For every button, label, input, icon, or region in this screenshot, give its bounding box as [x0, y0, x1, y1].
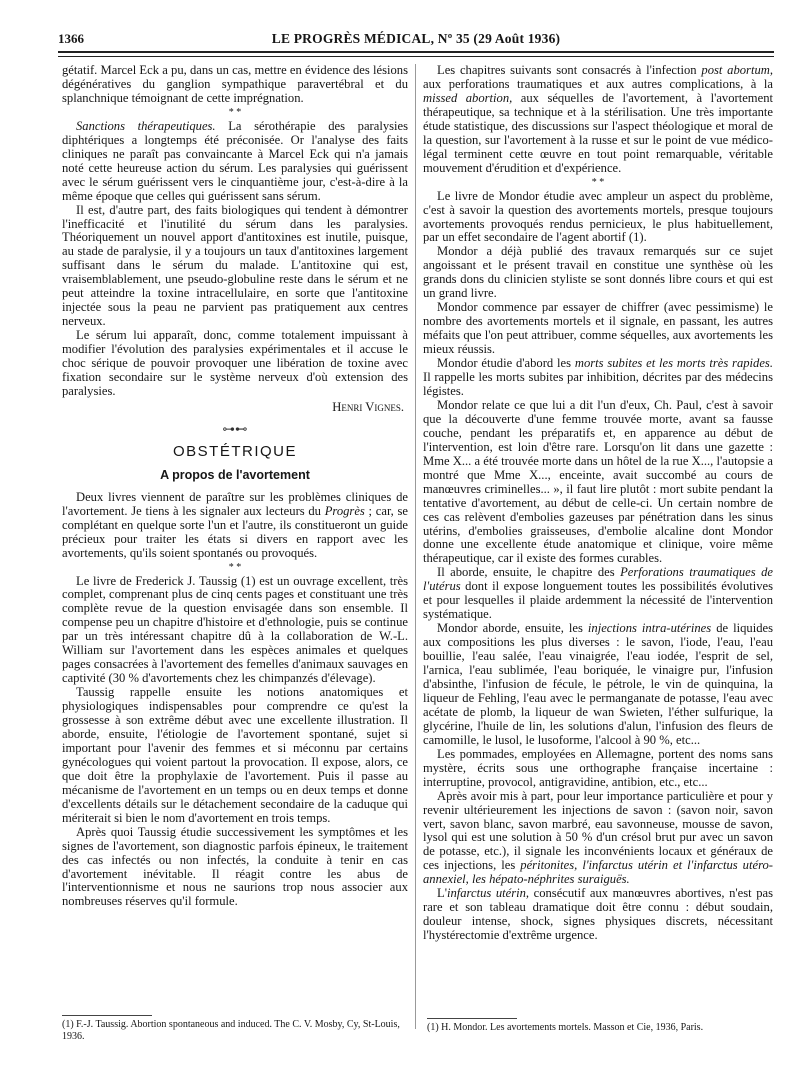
section-stars: * * [228, 106, 242, 118]
paragraph: Mondor a déjà publié des travaux remarqués sur ce sujet angoissant et le présent travail en constitue une synthèse où les grands dons du clinicien styliste se sont donnés libre cours et qui est un grand livre. [423, 244, 773, 301]
page-header [58, 31, 774, 49]
paragraph-text: aux perforations traumatiques et aux autres complications, à la [423, 76, 773, 91]
footnote-right: (1) H. Mondor. Les avortements mortels. Masson et Cie, 1936, Paris. [427, 1022, 704, 1033]
paragraph: Le livre de Mondor étudie avec ampleur un aspect du problème, c'est à savoir la question des avortements mortels, presque toujours avortements provoqués rendus pernicieux, le plus habituellement, par un effet secondaire de l'agent abortif (1). [423, 188, 773, 245]
paragraph: Taussig rappelle ensuite les notions anatomiques et physiologiques indispensables pour comprendre ce qu'est la grossesse à son extrême début avec une excellente illustration. Il aborde, ensuite, l'étiologie de l'avortement spontané, sujet si important pour l'avenir des femmes et si méconnu par certains gynécologues qui voient partout la provocation. Il expose, alors, ce que doit être la prophylaxie de l'avortement. Puis il passe au mécanisme de l'avortement en un temps ou en deux temps et donne d'excellents détails sur le détachement secondaire de la caduque qui mériterait si bien le nom d'avortement en trois temps. [62, 685, 408, 825]
paragraph [423, 64, 773, 176]
paragraph-text: consécutif aux manœuvres abortives, n'est pas rare et son tableau dramatique doit être connu : début soudain, douleur intense, shock, signes physiques discrets, nécessitant l'hystérectomie d'extrême urgence. [423, 886, 773, 943]
paragraph: Le livre de Frederick J. Taussig (1) est un ouvrage excellent, très complet, comprenant plus de cinq cents pages et constituant une très complète revue de la question envisagée dans son ensemble. Il compense peu un chapitre d'histoire et d'ethnologie, puis se continue par un très intéressant chapitre dû à la collaboration de W.-L. William sur l'avortement dans les espèces animales et quelques pages consacrées à l'avortement des femelles d'animaux sauvages en captivité (30 % d'avortements chez les chimpanzés d'élevage). [62, 573, 408, 686]
paragraph-text: La sérothérapie des paralysies diphtériques a longtemps été préconisée. Or l'analyse des faits cliniques ne paraît pas convaincante à Marcel Eck qui n'a jamais noté cette heureuse action du sérum. Les paralysies qui guérissent avec le sérum guérissent vers le cinquantième jour, c'est-à-dire à la même époque que celles qui guérissent sans sérum. [62, 118, 409, 203]
paragraph-text: Deux livres viennent de paraître sur les problèmes cliniques de l'avortement. Je tiens à les signaler aux lecteurs du [62, 489, 408, 518]
paragraph [62, 120, 408, 204]
paragraph [423, 622, 773, 748]
paragraph-text: L' [437, 886, 447, 901]
footnote-rule [427, 1018, 517, 1019]
emphasis: post abortum, [701, 63, 773, 77]
emphasis: missed abortion, [423, 90, 513, 105]
right-column [423, 64, 773, 943]
paragraph [423, 790, 773, 888]
column-divider [415, 64, 416, 1029]
header-rule-thin [58, 56, 774, 57]
footnote-left: (1) F.-J. Taussig. Abortion spontaneous and induced. The C. V. Mosby, Cy, St-Louis, 1936. [62, 1019, 400, 1042]
paragraph: Il est, d'autre part, des faits biologiques qui tendent à démontrer l'inefficacité et l'inutilité du sérum dans les paralysies. Théoriquement un nouvel apport d'antitoxines est inutile, puisque, au stade de paralysie, il y a toujours un taux d'antitoxines largement suffisant dans le sérum du malade. L'antitoxine qui est, vraisemblablement, une pseudo-globuline reste dans le sérum et ne peut atteindre la toxine intracellulaire, en sorte que l'antitoxine injectée sous la peau ne parvient pas pratiquement aux centres nerveux. [62, 202, 408, 329]
paragraph-text: dont il expose longuement toutes les possibilités évolutives et pour lesquelles il plaide ardemment la nécessité de l'intervention systématique. [423, 579, 773, 622]
journal-name: Progrès [324, 503, 365, 518]
paragraph-text: Mondor étudie d'abord les [437, 356, 575, 371]
paragraph-text: Les chapitres suivants sont consacrés à l'infection [437, 63, 702, 77]
section-stars: * * [228, 561, 242, 573]
paragraph: Après quoi Taussig étudie successivement les symptômes et les signes de l'avortement, son diagnostic parfois épineux, le traitement des cas infectés ou non infectés, la conduite à tenir en cas d'avortement inévitable. Il réagit contre les abus de l'interventionnisme et nous ne saurions trop nous associer aux nombreuses réserves qu'il formule. [62, 824, 408, 909]
paragraph [62, 491, 408, 561]
paragraph-text: aux séquelles de l'avortement, à l'avortement thérapeutique, sa technique et à la stérilisation. Une très importante étude statistique, des discussions sur l'aspect théologique et moral de la question, sur l'avortement à la russe et sur le point de vue médico-légal terminent cette œuvre en tout point remarquable, véritable mouvement d'érudition et d'expérience. [423, 90, 773, 175]
article-title: A propos de l'avortement [160, 467, 310, 482]
section-title: OBSTÉTRIQUE [172, 442, 297, 460]
page-number: 1366 [58, 31, 84, 46]
emphasis: infarctus utérin, [446, 886, 530, 901]
ornament: ⊶⊷ [222, 421, 248, 436]
paragraph: Mondor commence par essayer de chiffrer (avec pessimisme) le nombre des avortements mortels et il signale, en passant, les autres méfaits que l'on peut attribuer, comme séquelles, aux avortements les mieux réussis. [423, 300, 773, 357]
emphasis: injections intra-utérines [587, 621, 712, 636]
header-rule-thick [58, 51, 774, 53]
running-title: LE PROGRÈS MÉDICAL, Nº 35 (29 Août 1936) [271, 31, 561, 46]
paragraph-text: Il aborde, ensuite, le chapitre des [437, 565, 621, 580]
paragraph-text: ; car, se complétant en quelque sorte l'un et l'autre, ils constitueront un guide précieux pour traiter les états si divers en rapport avec les avortements, qu'ils soient spontanés ou provoqués. [62, 503, 408, 560]
author-signature: Henri Vignes. [332, 399, 404, 414]
subheading: Sanctions thérapeutiques. [76, 118, 216, 133]
emphasis: péritonites, l'infarctus utérin et l'infarctus utéro-annexiel, les hépato-néphrites suraiguës. [423, 858, 773, 887]
paragraph: gétatif. Marcel Eck a pu, dans un cas, mettre en évidence des lésions dégénératives du ganglion sympathique paravertébral et du splanchnique témoignant de cette imprégnation. [62, 63, 408, 105]
paragraph: Le sérum lui apparaît, donc, comme totalement impuissant à modifier l'évolution des paralysies expérimentales et il accuse le choc sérique de pouvoir provoquer une libération de toxine avec fixation secondaire sur le système nerveux d'où extension des paralysies. [62, 328, 408, 398]
paragraph [423, 357, 773, 399]
paragraph-text: Après avoir mis à part, pour leur importance particulière et pour y revenir ultérieurement les injections de savon : (savon noir, savon vert, savon blanc, savon marbré, eau savonneuse, mousse de savon, lysol qui est une solution à 50 % d'un crésol brut pur avec un savon de potasse, etc.), il signale les inconvénients locaux et généraux de ces injections, les [423, 788, 773, 873]
footnote-rule [62, 1015, 152, 1016]
paragraph-text: Il rappelle les morts subites par inhibition, décrites par des médecins légistes. [423, 370, 773, 398]
left-column [62, 64, 408, 909]
paragraph-text: Mondor aborde, ensuite, les [437, 621, 588, 636]
paragraph [423, 887, 773, 943]
section-stars: * * [591, 176, 605, 188]
emphasis: morts subites et les morts très rapides. [574, 356, 773, 371]
paragraph: Mondor relate ce que lui a dit l'un d'eux, Ch. Paul, c'est à savoir que la découverte d'une femme trouvée morte, avant sa fausse couche, pendant les préparatifs et, en apparence au début de l'intervention, est loin d'être rare. Lorsqu'on lit dans une gazette : Mme X... a été trouvée morte dans un hôtel de la rue X..., l'autopsie a montré que Mme X..., enceinte, avait succombé au cours de manœuvres criminelles... », il faut lire plutôt : mort subite pendant la tentative d'avortement, au début de celle-ci. Un certain nombre de ces cas relèvent d'embolies gazeuses par pénétration dans les sinus utérins, d'embolies graisseuses, d'embolie alcaline dont Mondor donne une excellente étude anatomique et clinique, voire même thérapeutique, car il existe des formes curables. [423, 397, 773, 566]
paragraph: Les pommades, employées en Allemagne, portent des noms sans mystère, écrits sous une orthographe française incertaine : interruptine, provocol, antigravidine, antibion, etc., etc... [423, 746, 773, 789]
paragraph-text: de liquides aux compositions les plus diverses : le savon, l'iode, l'eau, l'eau bouillie, l'eau salée, l'eau vinaigrée, l'eau iodée, l'esprit de sel, l'arnica, l'eau sublimée, l'eau boriquée, le vinaigre pur, l'infusion d'absinthe, l'infusion de fécule, le pétrole, le vin de quinquina, la liqueur de Fehling, l'eau avec le permanganate de potasse, l'eau avec acétate de plomb, la liqueur de wan Swieten, l'éther sulfurique, la glycérine, l'huile de lin, les solutions d'alun, l'infusion des fleurs de camomille, le lusol, le lusoforme, l'alcool à 90 %, etc... [423, 621, 774, 747]
emphasis: Perforations traumatiques de l'utérus [423, 565, 774, 594]
paragraph [423, 566, 773, 622]
